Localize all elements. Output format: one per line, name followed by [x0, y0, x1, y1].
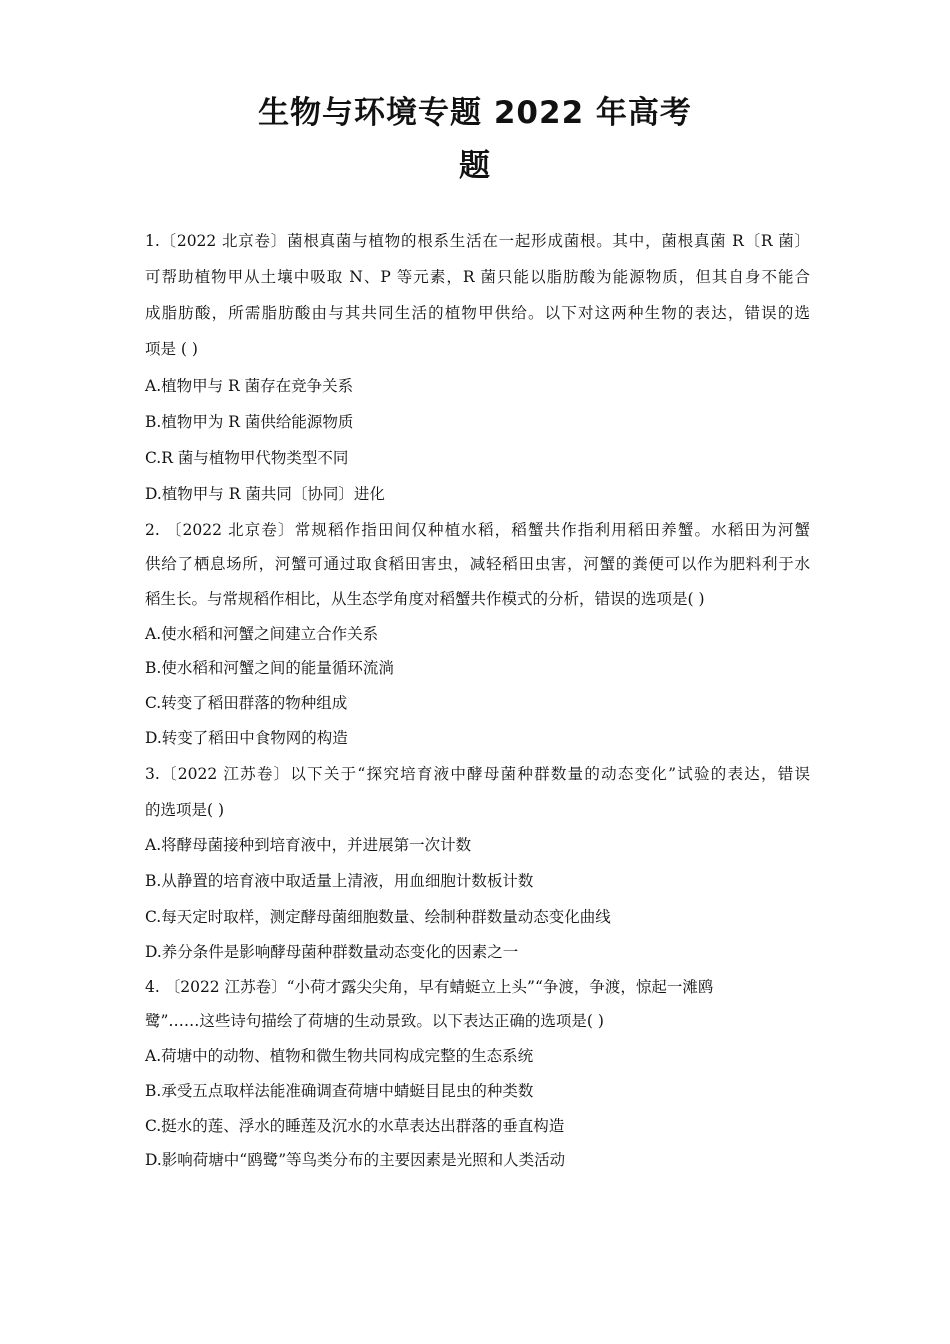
q1-option-b: B.植物甲为 R 菌供给能源物质: [145, 413, 354, 431]
q2-option-b: B.使水稻和河蟹之间的能量循环流淌: [145, 659, 394, 677]
q1-stem-line: 1.〔2022 北京卷〕菌根真菌与植物的根系生活在一起形成菌根。其中，菌根真菌 R〔R 菌〕: [145, 232, 810, 250]
q3-stem-line: 的选项是( ): [145, 801, 225, 819]
q1-stem-line: 可帮助植物甲从土壤中吸取 N、P 等元素，R 菌只能以脂肪酸为能源物质，但其自身不能合: [145, 268, 810, 286]
q1-option-d: D.植物甲与 R 菌共同〔协同〕进化: [145, 485, 385, 503]
q4-stem-line: 鹭”……这些诗句描绘了荷塘的生动景致。以下表达正确的选项是( ): [145, 1012, 604, 1030]
q3-option-b: B.从静置的培育液中取适量上清液，用血细胞计数板计数: [145, 872, 534, 890]
page-title: 生物与环境专题 2022 年高考: [258, 95, 692, 131]
q1-option-a: A.植物甲与 R 菌存在竞争关系: [145, 377, 354, 395]
q4-option-a: A.荷塘中的动物、植物和微生物共同构成完整的生态系统: [145, 1047, 534, 1065]
q1-stem-line: 成脂肪酸，所需脂肪酸由与其共同生活的植物甲供给。以下对这两种生物的表达，错误的选: [145, 304, 810, 322]
q1-stem-line: 项是 ( ): [145, 340, 198, 358]
q4-option-b: B.承受五点取样法能准确调查荷塘中蜻蜓目昆虫的种类数: [145, 1082, 534, 1100]
q3-option-d: D.养分条件是影响酵母菌种群数量动态变化的因素之一: [145, 943, 519, 961]
q1-option-c: C.R 菌与植物甲代物类型不同: [145, 449, 349, 467]
q4-option-d: D.影响荷塘中“鸥鹭”等鸟类分布的主要因素是光照和人类活动: [145, 1151, 566, 1169]
q2-option-a: A.使水稻和河蟹之间建立合作关系: [145, 625, 379, 643]
q4-option-c: C.挺水的莲、浮水的睡莲及沉水的水草表达出群落的垂直构造: [145, 1117, 565, 1135]
q2-option-d: D.转变了稻田中食物网的构造: [145, 729, 348, 747]
q3-option-c: C.每天定时取样，测定酵母菌细胞数量、绘制种群数量动态变化曲线: [145, 908, 611, 926]
q3-stem-line: 3.〔2022 江苏卷〕以下关于“探究培育液中酵母菌种群数量的动态变化”试验的表达，错误: [145, 765, 810, 783]
q4-stem-line: 4. 〔2022 江苏卷〕“小荷才露尖尖角，早有蜻蜓立上头”“争渡，争渡，惊起一滩鸥: [145, 978, 714, 996]
q3-option-a: A.将酵母菌接种到培育液中，并进展第一次计数: [145, 836, 472, 854]
q2-stem-line: 稻生长。与常规稻作相比，从生态学角度对稻蟹共作模式的分析，错误的选项是( ): [145, 590, 705, 608]
page-title-continued: 题: [459, 148, 491, 184]
q2-option-c: C.转变了稻田群落的物种组成: [145, 694, 348, 712]
q2-stem-line: 供给了栖息场所，河蟹可通过取食稻田害虫，减轻稻田虫害，河蟹的粪便可以作为肥料利于水: [145, 555, 810, 573]
q2-stem-line: 2. 〔2022 北京卷〕常规稻作指田间仅种植水稻，稻蟹共作指利用稻田养蟹。水稻田为河蟹: [145, 521, 810, 539]
